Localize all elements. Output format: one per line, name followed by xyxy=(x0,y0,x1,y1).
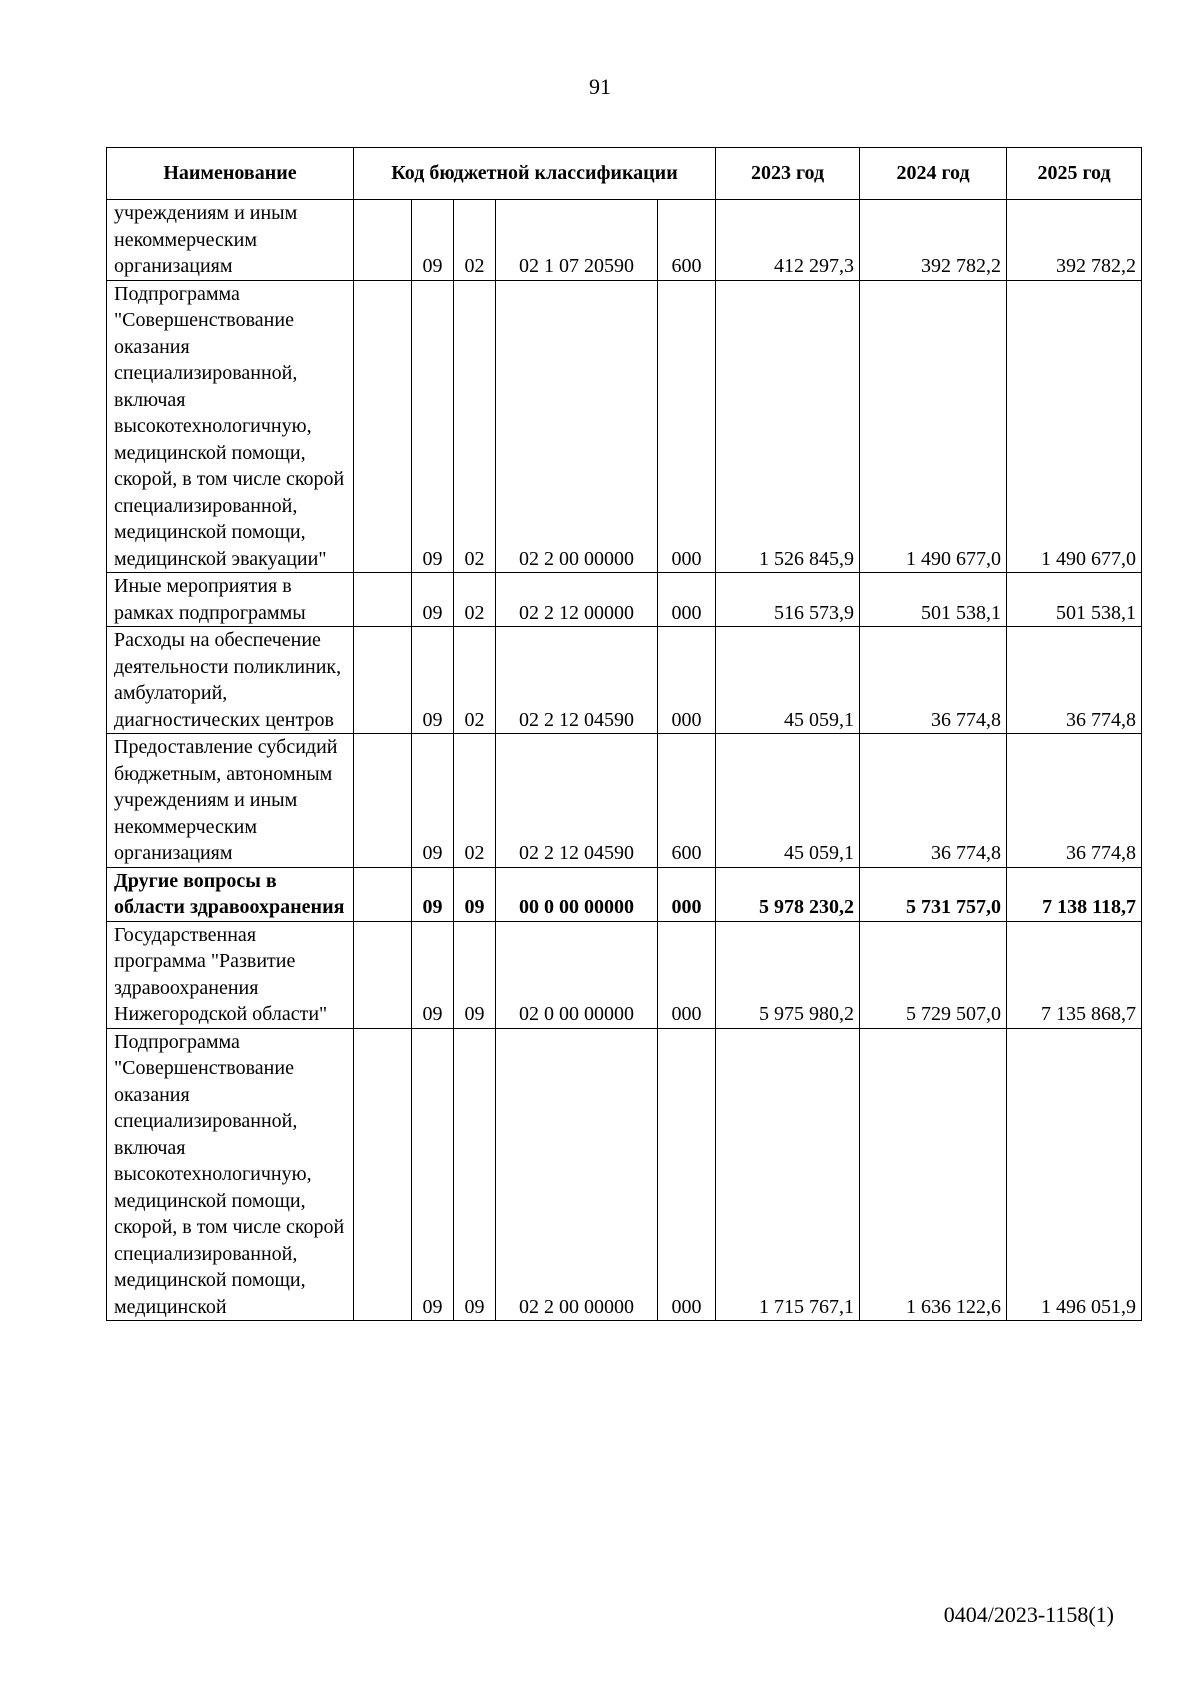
cell-section: 09 xyxy=(412,867,454,921)
cell-2024: 1 490 677,0 xyxy=(860,280,1007,573)
cell-2025: 392 782,2 xyxy=(1007,200,1142,281)
table-row xyxy=(107,573,1142,627)
cell-empty xyxy=(354,573,412,627)
cell-name: Иные мероприятия в рамках подпрограммы xyxy=(107,573,354,627)
table-row xyxy=(107,867,1142,921)
header-2024: 2024 год xyxy=(860,148,1007,200)
cell-section: 09 xyxy=(412,200,454,281)
cell-expense-type: 000 xyxy=(658,627,716,734)
cell-target-article: 02 0 00 00000 xyxy=(496,921,658,1028)
cell-target-article: 02 2 00 00000 xyxy=(496,1028,658,1321)
table-row xyxy=(107,627,1142,734)
cell-2024: 5 729 507,0 xyxy=(860,921,1007,1028)
header-code: Код бюджетной классификации xyxy=(354,148,716,200)
cell-expense-type: 000 xyxy=(658,867,716,921)
cell-expense-type: 000 xyxy=(658,921,716,1028)
cell-2024: 36 774,8 xyxy=(860,734,1007,868)
table-row xyxy=(107,734,1142,868)
cell-2023: 45 059,1 xyxy=(716,627,860,734)
cell-expense-type: 000 xyxy=(658,280,716,573)
cell-2025: 7 138 118,7 xyxy=(1007,867,1142,921)
cell-expense-type: 600 xyxy=(658,200,716,281)
table-row xyxy=(107,280,1142,573)
cell-empty xyxy=(354,867,412,921)
page-number: 91 xyxy=(589,74,611,99)
table-body xyxy=(107,200,1142,1321)
cell-target-article: 02 2 12 04590 xyxy=(496,734,658,868)
cell-subsection: 02 xyxy=(454,627,496,734)
cell-2024: 392 782,2 xyxy=(860,200,1007,281)
cell-name: Другие вопросы в области здравоохранения xyxy=(107,867,354,921)
cell-name: учреждениям и иным некоммерческим организациям xyxy=(107,200,354,281)
cell-section: 09 xyxy=(412,280,454,573)
cell-target-article: 02 2 12 00000 xyxy=(496,573,658,627)
cell-expense-type: 000 xyxy=(658,573,716,627)
cell-2023: 5 978 230,2 xyxy=(716,867,860,921)
cell-subsection: 02 xyxy=(454,573,496,627)
table-row xyxy=(107,1028,1142,1321)
cell-subsection: 09 xyxy=(454,867,496,921)
cell-section: 09 xyxy=(412,734,454,868)
header-2023: 2023 год xyxy=(716,148,860,200)
cell-subsection: 09 xyxy=(454,1028,496,1321)
cell-2025: 7 135 868,7 xyxy=(1007,921,1142,1028)
cell-expense-type: 000 xyxy=(658,1028,716,1321)
cell-section: 09 xyxy=(412,573,454,627)
cell-subsection: 02 xyxy=(454,280,496,573)
cell-expense-type: 600 xyxy=(658,734,716,868)
cell-name: Подпрограмма "Совершенствование оказания специализированной, включая высокотехнологичную, медицинской помощи, скорой, в том числе скорой специализированной, медицинской помощи, медицинской эвакуации" xyxy=(107,280,354,573)
cell-2025: 501 538,1 xyxy=(1007,573,1142,627)
cell-2025: 1 490 677,0 xyxy=(1007,280,1142,573)
budget-table xyxy=(106,147,1142,1321)
cell-subsection: 09 xyxy=(454,921,496,1028)
cell-section: 09 xyxy=(412,1028,454,1321)
cell-subsection: 02 xyxy=(454,734,496,868)
cell-empty xyxy=(354,734,412,868)
cell-2023: 1 526 845,9 xyxy=(716,280,860,573)
cell-target-article: 00 0 00 00000 xyxy=(496,867,658,921)
cell-empty xyxy=(354,921,412,1028)
cell-2024: 36 774,8 xyxy=(860,627,1007,734)
cell-2024: 501 538,1 xyxy=(860,573,1007,627)
cell-name: Предоставление субсидий бюджетным, автономным учреждениям и иным некоммерческим организациям xyxy=(107,734,354,868)
cell-2023: 5 975 980,2 xyxy=(716,921,860,1028)
header-2025: 2025 год xyxy=(1007,148,1142,200)
cell-empty xyxy=(354,200,412,281)
document-code: 0404/2023-1158(1) xyxy=(943,1602,1114,1627)
cell-name: Государственная программа "Развитие здравоохранения Нижегородской области" xyxy=(107,921,354,1028)
cell-2023: 1 715 767,1 xyxy=(716,1028,860,1321)
table-header-row xyxy=(107,148,1142,200)
cell-target-article: 02 2 00 00000 xyxy=(496,280,658,573)
table-row xyxy=(107,200,1142,281)
cell-2025: 1 496 051,9 xyxy=(1007,1028,1142,1321)
cell-name: Расходы на обеспечение деятельности поликлиник, амбулаторий, диагностических центров xyxy=(107,627,354,734)
cell-empty xyxy=(354,1028,412,1321)
cell-section: 09 xyxy=(412,627,454,734)
cell-2025: 36 774,8 xyxy=(1007,627,1142,734)
cell-2024: 5 731 757,0 xyxy=(860,867,1007,921)
cell-2023: 45 059,1 xyxy=(716,734,860,868)
cell-2023: 516 573,9 xyxy=(716,573,860,627)
cell-empty xyxy=(354,280,412,573)
cell-target-article: 02 2 12 04590 xyxy=(496,627,658,734)
cell-empty xyxy=(354,627,412,734)
cell-subsection: 02 xyxy=(454,200,496,281)
cell-target-article: 02 1 07 20590 xyxy=(496,200,658,281)
cell-name: Подпрограмма "Совершенствование оказания специализированной, включая высокотехнологичную, медицинской помощи, скорой, в том числе скорой специализированной, медицинской помощи, медицинской xyxy=(107,1028,354,1321)
cell-2025: 36 774,8 xyxy=(1007,734,1142,868)
header-name: Наименование xyxy=(107,148,354,200)
cell-section: 09 xyxy=(412,921,454,1028)
table-row xyxy=(107,921,1142,1028)
cell-2023: 412 297,3 xyxy=(716,200,860,281)
cell-2024: 1 636 122,6 xyxy=(860,1028,1007,1321)
